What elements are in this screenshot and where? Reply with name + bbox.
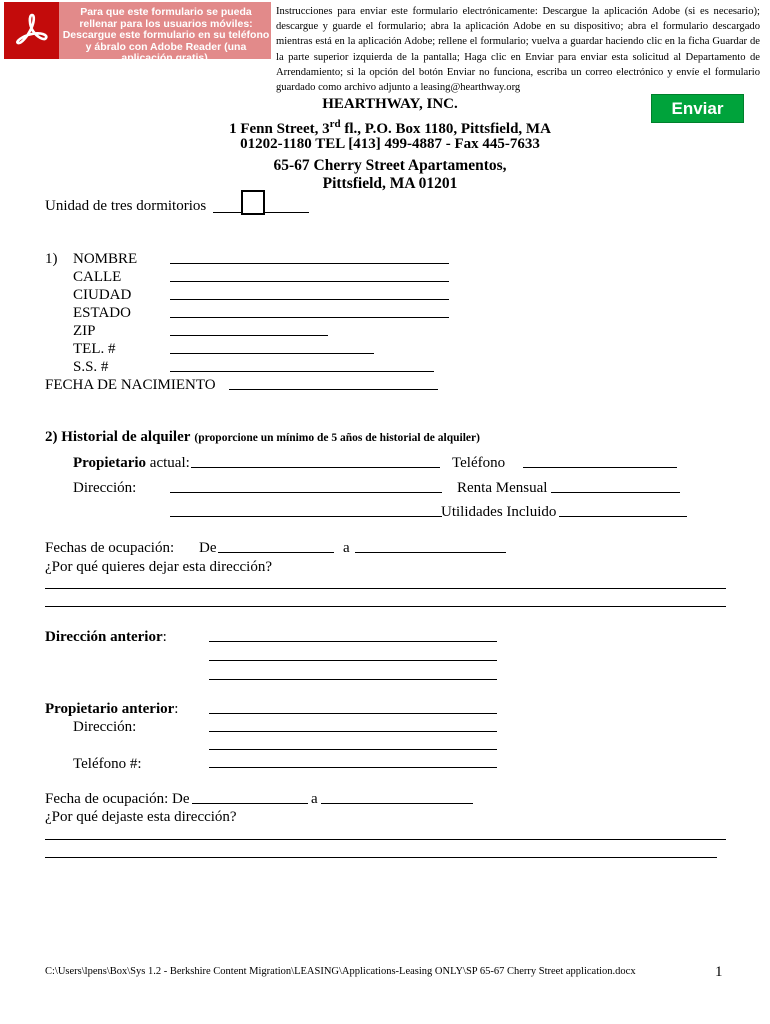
previous-reason-field-1[interactable]: [45, 839, 726, 840]
previous-landlord-phone-field[interactable]: [209, 767, 497, 768]
section-1-number: 1): [45, 251, 58, 267]
address-field-2[interactable]: [170, 516, 442, 517]
name-field[interactable]: [170, 263, 449, 264]
property-line-1: 65-67 Cherry Street Apartamentos,: [273, 157, 507, 174]
utilities-label: Utilidades Incluido: [441, 504, 557, 520]
company-address-start: 1 Fenn Street, 3: [229, 121, 330, 137]
previous-landlord-phone-label: Teléfono #:: [73, 756, 142, 772]
rental-history-title: 2) Historial de alquiler: [45, 429, 191, 445]
landlord-phone-field[interactable]: [523, 467, 677, 468]
ssn-field[interactable]: [170, 371, 434, 372]
phone-field[interactable]: [170, 353, 374, 354]
monthly-rent-label: Renta Mensual: [457, 480, 548, 496]
current-landlord-field[interactable]: [191, 467, 440, 468]
birthdate-field[interactable]: [229, 389, 438, 390]
instructions-text: Instrucciones para enviar este formulario electrónicamente: Descargue la aplicación Adobe (si es necesario); descargue y guarde el formulario; abra la aplicación Adobe en su dispositivo; abra el formulario descargado mientras está en la aplicación Adobe; rellene el formulario; vuelva a guardar haciendo clic en la ficha Guardar de la parte superior izquierda de la pantalla; Haga clic en Enviar para enviar esta solicitud al Departamento de Arrendamiento; si la opción del botón Enviar no funciona, escriba un correo electrónico y envíe el formulario guardado como archivo adjunto a leasing@hearthway.org: [276, 6, 760, 94]
ssn-label: S.S. #: [73, 359, 109, 375]
current-landlord-label: [73, 454, 190, 472]
rental-history-heading: [45, 428, 480, 446]
zip-field[interactable]: [170, 335, 328, 336]
previous-address-bold: Dirección anterior: [45, 629, 163, 645]
to-date-field[interactable]: [355, 552, 506, 553]
previous-landlord-field[interactable]: [209, 713, 497, 714]
previous-landlord-address-label: Dirección:: [73, 719, 137, 735]
city-field[interactable]: [170, 299, 449, 300]
previous-to-label: a: [311, 791, 318, 807]
reason-leaving-field-1[interactable]: [45, 588, 726, 589]
previous-address-field-1[interactable]: [209, 641, 497, 642]
phone-label: TEL. #: [73, 341, 116, 357]
birthdate-label: FECHA DE NACIMIENTO: [45, 377, 216, 393]
previous-landlord-colon: :: [174, 701, 179, 717]
previous-address-label: [45, 628, 167, 646]
monthly-rent-field[interactable]: [551, 492, 680, 493]
adobe-acrobat-icon: [4, 2, 59, 59]
name-label: NOMBRE: [73, 251, 138, 267]
current-landlord-rest: actual:: [146, 455, 190, 471]
company-phone: 01202-1180 TEL [413] 499-4887 - Fax 445-7633: [240, 136, 540, 152]
property-line-2: Pittsfield, MA 01201: [322, 175, 458, 192]
previous-address-colon: :: [162, 629, 167, 645]
state-label: ESTADO: [73, 305, 131, 321]
street-label: CALLE: [73, 269, 122, 285]
landlord-phone-label: Teléfono: [452, 455, 506, 471]
from-label: De: [199, 540, 217, 556]
current-landlord-bold: Propietario: [73, 455, 147, 471]
previous-landlord-bold: Propietario anterior: [45, 701, 175, 717]
address-label: Dirección:: [73, 480, 137, 496]
previous-reason-field-2[interactable]: [45, 857, 717, 858]
rental-history-note: (proporcione un mínimo de 5 años de historial de alquiler): [194, 432, 480, 444]
company-address-end: fl., P.O. Box 1180, Pittsfield, MA: [340, 121, 551, 137]
file-path-footer: C:\Users\lpens\Box\Sys 1.2 - Berkshire Content Migration\LEASING\Applications-Leasing ONLY\SP 65-67 Cherry Street application.docx: [45, 966, 636, 977]
previous-landlord-address-field-1[interactable]: [209, 731, 497, 732]
adobe-reader-banner: [4, 2, 271, 64]
utilities-field[interactable]: [559, 516, 687, 517]
page-number: 1: [715, 964, 723, 980]
reason-leaving-label: ¿Por qué quieres dejar esta dirección?: [45, 559, 272, 575]
previous-reason-label: ¿Por qué dejaste esta dirección?: [45, 809, 237, 825]
unit-checkbox[interactable]: [241, 190, 265, 215]
street-field[interactable]: [170, 281, 449, 282]
reason-leaving-field-2[interactable]: [45, 606, 726, 607]
previous-occupancy-label: Fecha de ocupación: De: [45, 791, 190, 807]
previous-from-date-field[interactable]: [192, 803, 308, 804]
previous-address-field-2[interactable]: [209, 660, 497, 661]
unit-label: Unidad de tres dormitorios: [45, 198, 207, 214]
ordinal-suffix: rd: [329, 118, 341, 130]
state-field[interactable]: [170, 317, 449, 318]
city-label: CIUDAD: [73, 287, 132, 303]
to-label: a: [343, 540, 350, 556]
occupancy-dates-label: Fechas de ocupación:: [45, 540, 175, 556]
address-field[interactable]: [170, 492, 442, 493]
zip-label: ZIP: [73, 323, 96, 339]
previous-landlord-address-field-2[interactable]: [209, 749, 497, 750]
previous-address-field-3[interactable]: [209, 679, 497, 680]
previous-to-date-field[interactable]: [321, 803, 473, 804]
company-name: HEARTHWAY, INC.: [322, 96, 458, 112]
send-button[interactable]: Enviar: [651, 94, 744, 123]
from-date-field[interactable]: [218, 552, 334, 553]
banner-text: Para que este formulario se pueda rellenar para los usuarios móviles: Descargue este formulario en su teléfono y ábralo con Adobe Reader (una aplicación gratis).: [62, 6, 270, 64]
previous-landlord-label: [45, 700, 178, 718]
